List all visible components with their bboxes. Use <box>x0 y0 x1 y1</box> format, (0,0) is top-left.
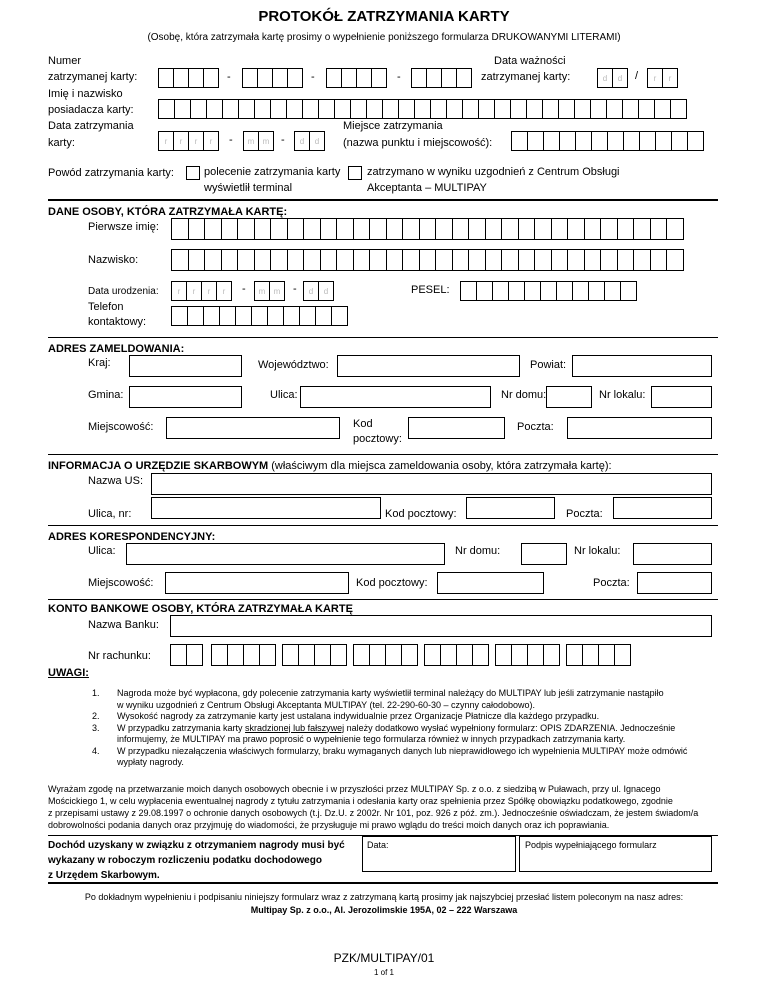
country-input[interactable] <box>129 355 242 377</box>
corr-zip-input[interactable] <box>437 572 544 594</box>
char-cell[interactable] <box>527 131 544 151</box>
char-cell[interactable] <box>350 99 367 119</box>
char-cell[interactable] <box>446 99 463 119</box>
char-cell[interactable] <box>336 249 354 271</box>
pesel-label: PESEL: <box>411 284 450 296</box>
char-cell[interactable] <box>171 218 189 240</box>
expiry-year[interactable]: r r <box>647 68 677 88</box>
corr-city-label: Miejscowość: <box>88 577 154 589</box>
char-cell[interactable] <box>254 218 272 240</box>
expiry-label: zatrzymanej karty: <box>481 71 571 83</box>
signature-field[interactable] <box>519 836 712 872</box>
section-divider <box>48 337 718 338</box>
corr-post-input[interactable] <box>637 572 712 594</box>
consent-text: Wyrażam zgodę na przetwarzanie moich danych osobowych obecnie i w przyszłości przez MULTIPAY Sp. z o.o. z siedzibą w Puławach, przy ul. Ignacego Mościckiego 1, w celu wypłacenia ewentualnej nagrody z tytułu zatrzymania i odesłania karty oraz spełnienia przez Spółkę obowiązku podatkowego, zgodnie z przepisami ustawy z 29.08.1997 o ochronie danych osobowych (t.j. Dz.U. z 2002r. Nr 101, poz. 926 z póź. zm.). Jednocześnie oświadczam, że jestem świadom/a dobrowolności podania danych oraz przyjmuję do wiadomości, że przysługuje mi prawo wglądu do treści moich danych oraz ich poprawiania. <box>48 784 699 830</box>
post-label: Poczta: <box>517 421 554 433</box>
char-cell[interactable] <box>238 99 255 119</box>
char-cell[interactable] <box>524 281 541 301</box>
tax-post-label: Poczta: <box>566 508 603 520</box>
char-cell[interactable] <box>227 644 244 666</box>
char-cell[interactable] <box>476 281 493 301</box>
char-cell[interactable] <box>574 99 591 119</box>
section-divider <box>48 454 718 455</box>
char-cell[interactable] <box>221 218 239 240</box>
card-number-label: zatrzymanej karty: <box>48 71 138 83</box>
char-cell[interactable] <box>543 644 560 666</box>
char-cell[interactable] <box>298 644 315 666</box>
char-cell[interactable] <box>600 249 618 271</box>
card-number-group-3[interactable] <box>326 68 386 88</box>
street-label: Ulica: <box>270 389 298 401</box>
char-cell[interactable] <box>478 99 495 119</box>
char-cell[interactable] <box>472 644 489 666</box>
char-cell[interactable] <box>575 131 592 151</box>
page-title: PROTOKÓŁ ZATRZYMANIA KARTY <box>258 8 510 25</box>
char-cell[interactable] <box>204 249 222 271</box>
char-cell[interactable] <box>188 249 206 271</box>
first-name-input[interactable] <box>171 218 683 240</box>
section-divider <box>48 882 718 884</box>
holder-label: posiadacza karty: <box>48 104 134 116</box>
section-divider <box>48 599 718 600</box>
dash: - <box>229 134 233 146</box>
char-cell[interactable] <box>542 99 559 119</box>
char-cell[interactable] <box>259 644 276 666</box>
place-label: (nazwa punktu i miejscowość): <box>343 137 493 149</box>
char-cell[interactable] <box>334 99 351 119</box>
char-cell[interactable] <box>402 249 420 271</box>
flat-number-label: Nr lokalu: <box>599 389 646 401</box>
phone-label: Telefon <box>88 301 124 313</box>
income-notice: Dochód uzyskany w związku z otrzymaniem nagrody musi być wykazany w roboczym rozliczeniu podatku dochodowego z Urzędem Skarbowym. <box>48 840 345 881</box>
section-divider <box>48 199 718 201</box>
surname-label: Nazwisko: <box>88 254 139 266</box>
char-cell[interactable] <box>495 644 512 666</box>
reason-agreement-text: Akceptanta – MULTIPAY <box>367 182 487 194</box>
char-cell[interactable] <box>650 249 668 271</box>
dash: - <box>397 71 401 83</box>
char-cell[interactable] <box>551 249 569 271</box>
char-cell[interactable] <box>254 99 271 119</box>
card-number-group-2[interactable] <box>242 68 302 88</box>
reason-label: Powód zatrzymania karty: <box>48 167 174 179</box>
char-cell[interactable] <box>206 99 223 119</box>
county-label: Powiat: <box>530 359 567 371</box>
birth-date-year[interactable]: r r r r <box>171 281 231 301</box>
char-cell[interactable] <box>584 249 602 271</box>
notes-list <box>92 688 707 769</box>
char-cell[interactable] <box>607 131 624 151</box>
holder-name-input[interactable] <box>158 99 686 119</box>
char-cell[interactable] <box>435 249 453 271</box>
char-cell[interactable] <box>315 306 332 326</box>
first-name-label: Pierwsze imię: <box>88 221 159 233</box>
account-number-label: Nr rachunku: <box>88 650 151 662</box>
dash: - <box>311 71 315 83</box>
char-cell[interactable] <box>492 281 509 301</box>
char-cell[interactable] <box>591 131 608 151</box>
bank-name-input[interactable] <box>170 615 712 637</box>
footer-instruction: Po dokładnym wypełnieniu i podpisaniu niniejszy formularz wraz z zatrzymaną kartą prosimy jak najszybciej przesłać listem poleconym na nasz adres: <box>84 892 684 902</box>
char-cell[interactable] <box>671 131 688 151</box>
char-cell[interactable] <box>654 99 671 119</box>
street-input[interactable] <box>300 386 491 408</box>
char-cell[interactable] <box>386 249 404 271</box>
char-cell[interactable] <box>650 218 668 240</box>
char-cell[interactable] <box>204 218 222 240</box>
char-cell[interactable] <box>318 99 335 119</box>
char-cell[interactable] <box>440 644 457 666</box>
char-cell[interactable] <box>551 218 569 240</box>
char-cell[interactable] <box>623 131 640 151</box>
char-cell[interactable] <box>219 306 236 326</box>
char-cell[interactable] <box>452 249 470 271</box>
char-cell[interactable] <box>188 218 206 240</box>
char-cell[interactable] <box>526 99 543 119</box>
char-cell[interactable] <box>267 306 284 326</box>
char-cell[interactable] <box>639 131 656 151</box>
dash: - <box>227 71 231 83</box>
char-cell[interactable] <box>527 644 544 666</box>
tax-section-header: INFORMACJA O URZĘDZIE SKARBOWYM (właściwym dla miejsca zameldowania osoby, która zatrzymała kartę): <box>48 460 612 472</box>
signature-label: Podpis wypełniającego formularz <box>525 840 657 850</box>
char-cell[interactable] <box>614 644 631 666</box>
char-cell[interactable] <box>670 99 687 119</box>
char-cell[interactable] <box>330 644 347 666</box>
char-cell[interactable] <box>633 218 651 240</box>
slash: / <box>635 70 639 82</box>
char-cell[interactable] <box>633 249 651 271</box>
char-cell[interactable] <box>638 99 655 119</box>
char-cell[interactable] <box>462 99 479 119</box>
char-cell[interactable] <box>299 306 316 326</box>
char-cell[interactable] <box>270 99 287 119</box>
char-cell[interactable] <box>566 644 583 666</box>
char-cell[interactable] <box>314 644 331 666</box>
form-code: PZK/MULTIPAY/01 <box>333 951 435 965</box>
char-cell[interactable] <box>511 644 528 666</box>
reason-terminal-text: polecenie zatrzymania karty <box>204 166 341 178</box>
corr-street-input[interactable] <box>126 543 445 565</box>
char-cell[interactable] <box>222 99 239 119</box>
char-cell[interactable] <box>501 249 519 271</box>
card-number-group-1[interactable] <box>158 68 218 88</box>
birth-date-label: Data urodzenia: <box>88 286 159 297</box>
dash: - <box>293 283 297 295</box>
char-cell[interactable] <box>186 644 203 666</box>
reason-terminal-checkbox[interactable] <box>186 166 200 180</box>
expiry-month[interactable]: d d <box>597 68 627 88</box>
char-cell[interactable] <box>283 306 300 326</box>
char-cell[interactable] <box>366 99 383 119</box>
char-cell[interactable] <box>170 644 187 666</box>
char-cell[interactable] <box>369 218 387 240</box>
char-cell[interactable] <box>320 249 338 271</box>
char-cell[interactable] <box>320 218 338 240</box>
char-cell[interactable] <box>303 249 321 271</box>
char-cell[interactable] <box>424 644 441 666</box>
corr-flat-input[interactable] <box>633 543 712 565</box>
reason-agreement-text: zatrzymano w wyniku uzgodnień z Centrum Obsługi <box>367 166 620 178</box>
char-cell[interactable] <box>419 249 437 271</box>
char-cell[interactable] <box>171 306 188 326</box>
char-cell[interactable] <box>666 218 684 240</box>
char-cell[interactable] <box>622 99 639 119</box>
char-cell[interactable] <box>221 249 239 271</box>
char-cell[interactable] <box>508 281 525 301</box>
note-item: 1. Nagroda może być wypłacona, gdy polecenie zatrzymania karty wyświetlił terminal należący do MULTIPAY lub jeśli zatrzymanie nastąpiło w wyniku uzgodnień z Centrum Obsługi Akceptanta MULTIPAY (tel. 22-290-60-30 – czynny całodobowo). <box>92 688 664 710</box>
char-cell[interactable] <box>401 644 418 666</box>
correspondence-section-header: ADRES KORESPONDENCYJNY: <box>48 531 216 543</box>
retention-date-year[interactable]: r r r r <box>158 131 218 151</box>
tax-zip-label: Kod pocztowy: <box>385 508 457 520</box>
char-cell[interactable] <box>254 249 272 271</box>
char-cell[interactable] <box>287 218 305 240</box>
char-cell[interactable] <box>282 644 299 666</box>
char-cell[interactable] <box>382 99 399 119</box>
char-cell[interactable] <box>270 218 288 240</box>
char-cell[interactable] <box>617 249 635 271</box>
retention-date-day[interactable]: d d <box>294 131 324 151</box>
account-number-input[interactable] <box>170 644 630 666</box>
char-cell[interactable] <box>511 131 528 151</box>
bank-section-header: KONTO BANKOWE OSOBY, KTÓRA ZATRZYMAŁA KARTĘ <box>48 603 353 615</box>
char-cell[interactable] <box>251 306 268 326</box>
expiry-label: Data ważności <box>494 55 566 67</box>
birth-date-month[interactable]: m m <box>254 281 284 301</box>
tax-zip-input[interactable] <box>466 497 555 519</box>
province-label: Województwo: <box>258 359 329 371</box>
char-cell[interactable] <box>174 99 191 119</box>
county-input[interactable] <box>572 355 712 377</box>
char-cell[interactable] <box>582 644 599 666</box>
char-cell[interactable] <box>543 131 560 151</box>
char-cell[interactable] <box>171 249 189 271</box>
tax-office-name-input[interactable] <box>151 473 712 495</box>
char-cell[interactable] <box>567 218 585 240</box>
char-cell[interactable] <box>187 306 204 326</box>
char-cell[interactable] <box>572 281 589 301</box>
char-cell[interactable] <box>302 99 319 119</box>
phone-input[interactable] <box>171 306 347 326</box>
char-cell[interactable] <box>485 218 503 240</box>
char-cell[interactable] <box>460 281 477 301</box>
char-cell[interactable] <box>190 99 207 119</box>
char-cell[interactable] <box>369 249 387 271</box>
house-number-label: Nr domu: <box>501 389 547 401</box>
card-number-group-4[interactable] <box>411 68 471 88</box>
retention-date-label: karty: <box>48 137 75 149</box>
char-cell[interactable] <box>655 131 672 151</box>
char-cell[interactable] <box>270 249 288 271</box>
bank-name-label: Nazwa Banku: <box>88 619 159 631</box>
char-cell[interactable] <box>518 249 536 271</box>
note-item: 2. Wysokość nagrody za zatrzymanie karty jest ustalana indywidualnie przez Organizacje Płatnicze dla każdego przypadku. <box>92 711 600 721</box>
phone-label: kontaktowy: <box>88 316 147 328</box>
corr-house-label: Nr domu: <box>455 545 501 557</box>
char-cell[interactable] <box>468 218 486 240</box>
char-cell[interactable] <box>590 99 607 119</box>
date-field[interactable] <box>362 836 516 872</box>
char-cell[interactable] <box>556 281 573 301</box>
char-cell[interactable] <box>540 281 557 301</box>
corr-street-label: Ulica: <box>88 545 116 557</box>
char-cell[interactable] <box>617 218 635 240</box>
char-cell[interactable] <box>237 249 255 271</box>
dash: - <box>281 134 285 146</box>
char-cell[interactable] <box>303 218 321 240</box>
reason-terminal-text: wyświetlił terminal <box>204 182 293 194</box>
char-cell[interactable] <box>485 249 503 271</box>
char-cell[interactable] <box>452 218 470 240</box>
city-input[interactable] <box>166 417 340 439</box>
char-cell[interactable] <box>604 281 621 301</box>
address-section-header: ADRES ZAMELDOWANIA: <box>48 343 185 355</box>
char-cell[interactable] <box>237 218 255 240</box>
char-cell[interactable] <box>430 99 447 119</box>
notes-header: UWAGI: <box>48 667 89 679</box>
tax-office-name-label: Nazwa US: <box>88 475 144 487</box>
section-divider <box>48 525 718 526</box>
house-number-input[interactable] <box>546 386 592 408</box>
char-cell[interactable] <box>353 218 371 240</box>
retention-date-month[interactable]: m m <box>243 131 273 151</box>
char-cell[interactable] <box>203 306 220 326</box>
char-cell[interactable] <box>353 644 370 666</box>
char-cell[interactable] <box>287 249 305 271</box>
char-cell[interactable] <box>419 218 437 240</box>
pesel-input[interactable] <box>460 281 636 301</box>
char-cell[interactable] <box>567 249 585 271</box>
char-cell[interactable] <box>534 218 552 240</box>
char-cell[interactable] <box>559 131 576 151</box>
commune-input[interactable] <box>129 386 242 408</box>
card-number-label: Numer <box>48 55 82 67</box>
corr-zip-label: Kod pocztowy: <box>356 577 428 589</box>
char-cell[interactable] <box>336 218 354 240</box>
date-label: Data: <box>367 840 389 850</box>
page-subtitle: (Osobę, która zatrzymała kartę prosimy o wypełnienie poniższego formularza DRUKOWANYMI LITERAMI) <box>147 32 621 43</box>
char-cell[interactable] <box>369 644 386 666</box>
char-cell[interactable] <box>620 281 637 301</box>
char-cell[interactable] <box>558 99 575 119</box>
char-cell[interactable] <box>435 218 453 240</box>
flat-number-input[interactable] <box>651 386 712 408</box>
char-cell[interactable] <box>534 249 552 271</box>
char-cell[interactable] <box>235 306 252 326</box>
char-cell[interactable] <box>687 131 704 151</box>
country-label: Kraj: <box>88 357 111 369</box>
char-cell[interactable] <box>402 218 420 240</box>
zip-label: Kod <box>353 418 373 430</box>
tax-street-label: Ulica, nr: <box>88 508 132 520</box>
char-cell[interactable] <box>386 218 404 240</box>
place-input[interactable] <box>511 131 703 151</box>
reason-agreement-checkbox[interactable] <box>348 166 362 180</box>
char-cell[interactable] <box>584 218 602 240</box>
char-cell[interactable] <box>456 644 473 666</box>
char-cell[interactable] <box>353 249 371 271</box>
corr-flat-label: Nr lokalu: <box>574 545 621 557</box>
note-item: 3. W przypadku zatrzymania karty skradzionej lub fałszywej należy dodatkowo wysłać wypełniony formularz: OPIS ZDARZENIA. Jednocześnie informujemy, że MULTIPAY ma prawo poprosić o wypełnienie tego formularza również w innych przypadkach zatrzymania karty. <box>92 722 676 744</box>
commune-label: Gmina: <box>88 389 124 401</box>
char-cell[interactable] <box>331 306 348 326</box>
char-cell[interactable] <box>598 644 615 666</box>
note-item: 4. W przypadku niezałączenia właściwych formularzy, braku wymaganych danych lub nieprawidłowego ich wypełnienia MULTIPAY może odmówić wypłaty nagrody. <box>92 745 688 767</box>
zip-label: pocztowy: <box>353 433 402 445</box>
tax-street-input[interactable] <box>151 497 381 519</box>
corr-house-input[interactable] <box>521 543 567 565</box>
holder-label: Imię i nazwisko <box>48 88 123 100</box>
char-cell[interactable] <box>414 99 431 119</box>
char-cell[interactable] <box>158 99 175 119</box>
char-cell[interactable] <box>494 99 511 119</box>
surname-input[interactable] <box>171 249 683 271</box>
post-input[interactable] <box>567 417 712 439</box>
char-cell[interactable] <box>243 644 260 666</box>
province-input[interactable] <box>337 355 520 377</box>
char-cell[interactable] <box>211 644 228 666</box>
corr-post-label: Poczta: <box>593 577 630 589</box>
char-cell[interactable] <box>666 249 684 271</box>
char-cell[interactable] <box>606 99 623 119</box>
person-section-header: DANE OSOBY, KTÓRA ZATRZYMAŁA KARTĘ: <box>48 206 288 218</box>
birth-date-day[interactable]: d d <box>303 281 333 301</box>
char-cell[interactable] <box>385 644 402 666</box>
retention-date-label: Data zatrzymania <box>48 120 134 132</box>
place-label: Miejsce zatrzymania <box>343 120 443 132</box>
city-label: Miejscowość: <box>88 421 154 433</box>
char-cell[interactable] <box>588 281 605 301</box>
footer-address: Multipay Sp. z o.o., Al. Jerozolimskie 195A, 02 – 222 Warszawa <box>250 905 518 915</box>
dash: - <box>242 283 246 295</box>
char-cell[interactable] <box>286 99 303 119</box>
char-cell[interactable] <box>600 218 618 240</box>
char-cell[interactable] <box>398 99 415 119</box>
char-cell[interactable] <box>510 99 527 119</box>
tax-post-input[interactable] <box>613 497 712 519</box>
char-cell[interactable] <box>501 218 519 240</box>
page-number: 1 of 1 <box>373 968 394 977</box>
char-cell[interactable] <box>518 218 536 240</box>
zip-input[interactable] <box>408 417 505 439</box>
corr-city-input[interactable] <box>165 572 349 594</box>
char-cell[interactable] <box>468 249 486 271</box>
